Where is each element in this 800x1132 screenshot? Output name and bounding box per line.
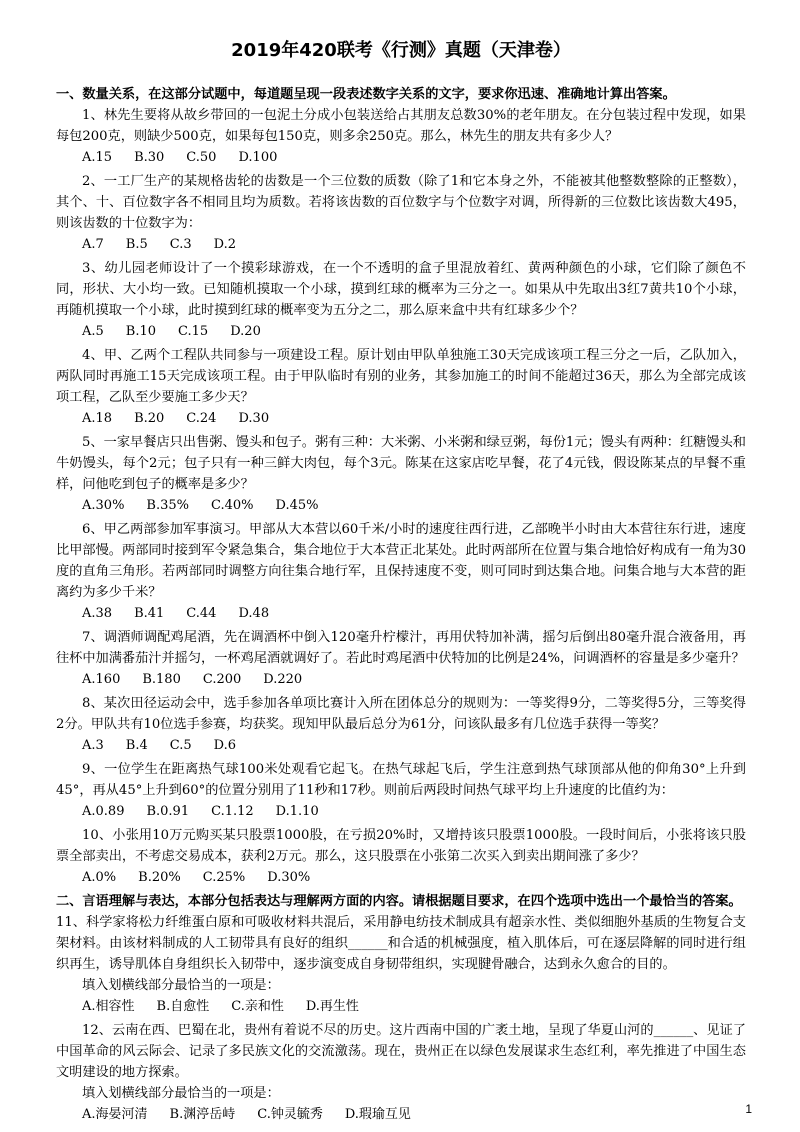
question-text: 4、甲、乙两个工程队共同参与一项建设工程。原计划由甲队单独施工30天完成该项工程三分之一后，乙队加入，两队同时再施工15天完成该项工程。由于甲队临时有别的业务，其参加施工的时间不能超过36天，那么为全部完成该项工程，乙队至少要施工多少天？ <box>56 348 746 405</box>
answer-option: D.2 <box>213 237 237 252</box>
answer-option: B.41 <box>134 606 165 621</box>
answer-option: A.160 <box>82 672 121 687</box>
answer-option: C.40% <box>211 498 254 513</box>
answer-option: A.7 <box>82 237 104 252</box>
question-text: 7、调酒师调配鸡尾酒，先在调酒杯中倒入120毫升柠檬汁，再用伏特加补满，摇匀后倒出80毫升混合液备用，再往杯中加满番茄汁并摇匀，一杯鸡尾酒就调好了。若此时鸡尾酒中伏特加的比例是24%，问调酒杯的容量是多少毫升？ <box>56 630 746 666</box>
answer-option: B.20 <box>134 411 165 426</box>
answer-option: A.0% <box>82 870 117 885</box>
question-prompt: 填入划横线部分最恰当的一项是： <box>82 1086 280 1101</box>
answer-option: C.24 <box>186 411 217 426</box>
answer-option: D.48 <box>238 606 270 621</box>
answer-option: D.6 <box>213 738 237 753</box>
question-text: 3、幼儿园老师设计了一个摸彩球游戏，在一个不透明的盒子里混放着红、黄两种颜色的小球，它们除了颜色不同，形状、大小均一致。已知随机摸取一个小球，摸到红球的概率为三分之一。如果从中先取出3红7黄共10个小球，再随机摸取一个小球，此时摸到红球的概率变为五分之二，那么原来盒中共有红球多少个？ <box>56 261 746 318</box>
answer-option: D.再生性 <box>305 999 359 1014</box>
document-page <box>56 38 746 1128</box>
question-text: 11、科学家将松力纤维蛋白原和可吸收材料共混后，采用静电纺技术制成具有超亲水性、类似细胞外基质的生物复合支架材料。由该材料制成的人工韧带具有良好的组织______和合适的机械强度，植入肌体后，可在逐层降解的同时进行组织再生，诱导肌体自身组织长入韧带中，逐步演变成自身韧带组织，实现腱骨融合，达到永久愈合的目的。 <box>56 915 746 972</box>
question-text: 2、一工厂生产的某规格齿轮的齿数是一个三位数的质数（除了1和它本身之外，不能被其他整数整除的正整数），其个、十、百位数字各不相同且均为质数。若将该齿数的百位数字与个位数字对调，所得新的三位数比该齿数大495，则该齿数的十位数字为： <box>56 174 746 231</box>
answer-options <box>56 408 746 429</box>
answer-option: A.5 <box>82 324 104 339</box>
question-text: 5、一家早餐店只出售粥、馒头和包子。粥有三种：大米粥、小米粥和绿豆粥，每份1元；馒头有两种：红糖馒头和牛奶馒头，每个2元；包子只有一种三鲜大肉包，每个3元。陈某在这家店吃早餐，花了4元钱，假设陈某点的早餐不重样，问他吃到包子的概率是多少？ <box>56 435 746 492</box>
answer-option: B.0.91 <box>146 804 190 819</box>
answer-option: A.3 <box>82 738 104 753</box>
answer-option: C.钟灵毓秀 <box>257 1107 323 1122</box>
answer-option: B.30 <box>134 150 165 165</box>
answer-option: B.自愈性 <box>156 999 210 1014</box>
answer-option: A.海晏河清 <box>82 1107 148 1122</box>
answer-option: D.1.10 <box>275 804 319 819</box>
answer-option: B.10 <box>125 324 157 339</box>
answer-option: D.45% <box>275 498 319 513</box>
question-text: 8、某次田径运动会中，选手参加各单项比赛计入所在团体总分的规则为：一等奖得9分，二等奖得5分，三等奖得2分。甲队共有10位选手参赛，均获奖。现知甲队最后总分为61分，问该队最多有几位选手获得一等奖？ <box>56 696 746 732</box>
answer-option: A.18 <box>82 411 113 426</box>
answer-option: C.50 <box>186 150 217 165</box>
page-number: 1 <box>745 1102 752 1116</box>
question-text: 10、小张用10万元购买某只股票1000股，在亏损20%时，又增持该只股票1000股。一段时间后，小张将该只股票全部卖出，不考虑交易成本，获利2万元。那么，这只股票在小张第二次买入到卖出期间涨了多少？ <box>56 828 746 864</box>
answer-options <box>56 147 746 168</box>
answer-options <box>56 867 746 888</box>
question-text: 9、一位学生在距离热气球100米处观看它起飞。在热气球起飞后，学生注意到热气球顶部从他的仰角30°上升到45°，再从45°上升到60°的位置分别用了11秒和17秒。则前后两段时间热气球平均上升速度的比值约为： <box>56 762 746 798</box>
answer-option: C.200 <box>202 672 242 687</box>
answer-option: B.20% <box>138 870 181 885</box>
question-text: 6、甲乙两部参加军事演习。甲部从大本营以60千米/小时的速度往西行进，乙部晚半小时由大本营往东行进，速度比甲部慢。两部同时接到军令紧急集合，集合地位于大本营正北某处。此时两部所在位置与集合地恰好构成有一角为30度的直角三角形。若两部同时调整方向往集合地行军，且保持速度不变，则可同时到达集合地。问集合地与大本营的距离约为多少千米？ <box>56 522 746 600</box>
answer-option: A.相容性 <box>82 999 135 1014</box>
answer-option: D.30 <box>238 411 270 426</box>
answer-option: D.30% <box>267 870 311 885</box>
answer-option: C.5 <box>169 738 192 753</box>
question-text: 12、云南在西、巴蜀在北，贵州有着说不尽的历史。这片西南中国的广袤土地，呈现了华夏山河的______、见证了中国革命的风云际会、记录了多民族文化的交流激荡。现在，贵州正在以绿色发展谋求生态红利，率先推进了中国生态文明建设的地方探索。 <box>56 1023 746 1080</box>
answer-option: D.瑕瑜互见 <box>344 1107 411 1122</box>
answer-option: C.44 <box>186 606 217 621</box>
answer-options <box>56 603 746 624</box>
answer-option: C.25% <box>202 870 246 885</box>
section-heading: 二、言语理解与表达，本部分包括表达与理解两方面的内容。请根据题目要求，在四个选项中选出一个最恰当的答案。 <box>56 894 742 909</box>
section-heading: 一、数量关系，在这部分试题中，每道题呈现一段表述数字关系的文字，要求你迅速、准确地计算出答案。 <box>56 87 676 102</box>
answer-option: A.15 <box>82 150 113 165</box>
answer-option: A.30% <box>82 498 125 513</box>
document-content <box>56 84 746 1125</box>
answer-option: B.渊渟岳峙 <box>169 1107 236 1122</box>
question-text: 1、林先生要将从故乡带回的一包泥土分成小包装送给占其朋友总数30%的老年朋友。在分包装过程中发现，如果每包200克，则缺少500克，如果每包150克，则多余250克。那么，林先生的朋友共有多少人？ <box>56 108 746 144</box>
answer-option: D.100 <box>238 150 278 165</box>
answer-option: B.35% <box>146 498 190 513</box>
answer-options <box>56 735 746 756</box>
answer-option: A.38 <box>82 606 113 621</box>
answer-option: C.15 <box>178 324 209 339</box>
answer-options <box>56 234 746 255</box>
answer-options <box>56 801 746 822</box>
answer-option: C.3 <box>169 237 192 252</box>
answer-option: C.亲和性 <box>231 999 284 1014</box>
answer-option: D.20 <box>230 324 261 339</box>
answer-option: B.4 <box>125 738 148 753</box>
answer-option: A.0.89 <box>82 804 125 819</box>
answer-options <box>56 996 746 1017</box>
answer-option: C.1.12 <box>211 804 254 819</box>
answer-options <box>56 669 746 690</box>
answer-options <box>56 321 746 342</box>
answer-options <box>56 495 746 516</box>
document-title: 2019年420联考《行测》真题（天津卷） <box>231 40 571 61</box>
answer-option: B.5 <box>125 237 148 252</box>
answer-options <box>56 1104 746 1125</box>
answer-option: D.220 <box>263 672 303 687</box>
question-prompt: 填入划横线部分最恰当的一项是： <box>82 978 280 993</box>
answer-option: B.180 <box>142 672 181 687</box>
